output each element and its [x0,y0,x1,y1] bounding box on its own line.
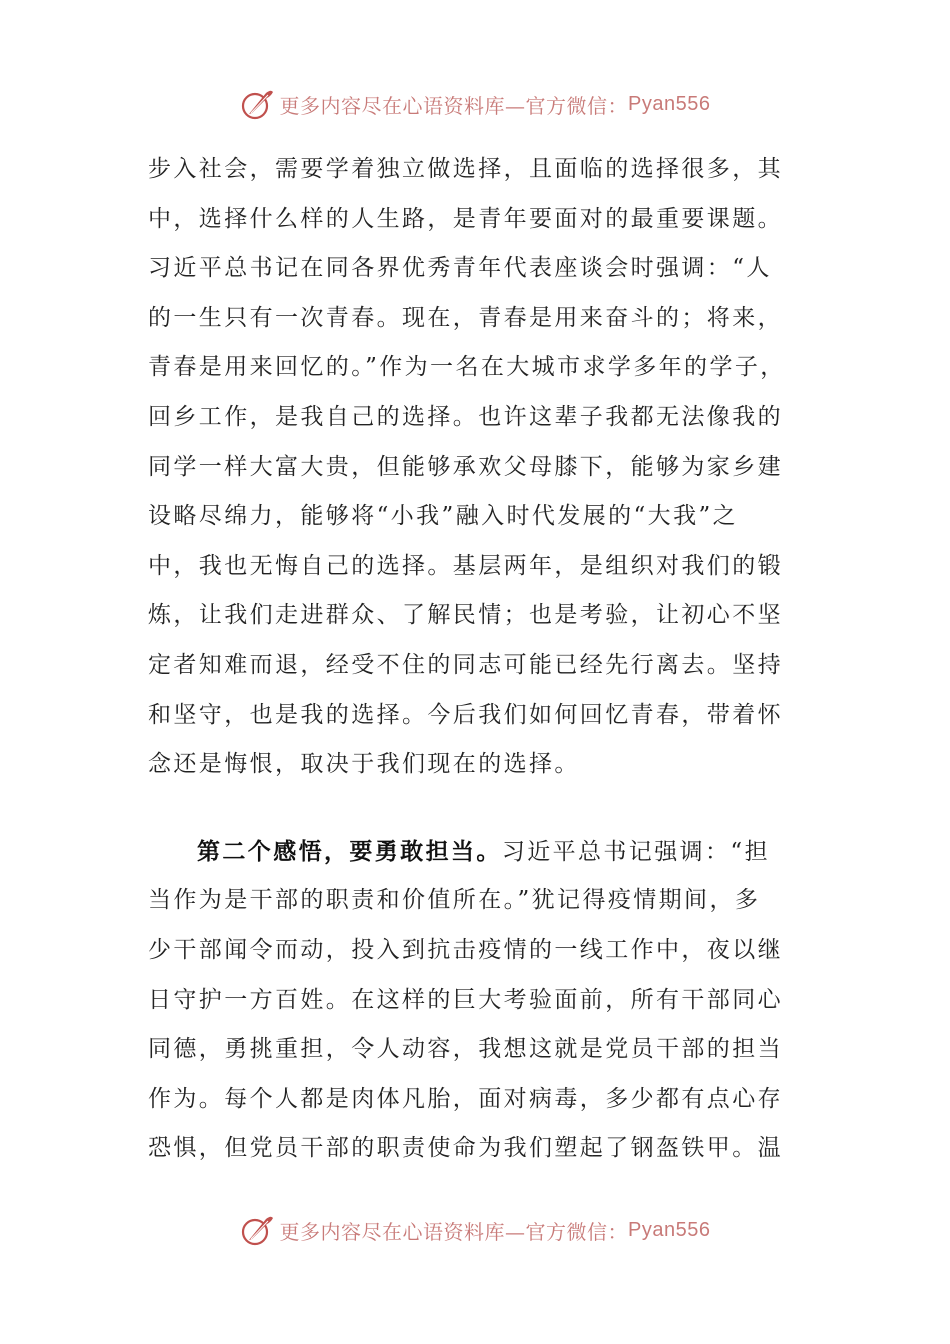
heading-line-rest: 习近平总书记强调：“担 [501,838,770,865]
banner-text: 更多内容尽在心语资料库—官方微信： [279,1219,629,1244]
text-line: 炼，让我们走进群众、了解民情；也是考验，让初心不坚 [148,602,783,629]
text-line: 恐惧，但党员干部的职责使命为我们塑起了钢盔铁甲。温 [148,1135,783,1162]
text-line: 少干部闻令而动，投入到抗击疫情的一线工作中，夜以继 [148,936,783,963]
text-line: 和坚守，也是我的选择。今后我们如何回忆青春，带着怀 [148,701,783,728]
text-line: 作为。每个人都是肉体凡胎，面对病毒，多少都有点心存 [148,1085,783,1112]
paragraph-gap [148,790,808,827]
footer-banner [0,1210,950,1250]
paragraph-heading: 第二个感悟，要勇敢担当。 [197,837,502,865]
paragraph-1 [148,145,808,790]
banner-wechat-id: Pyan556 [628,1218,711,1241]
text-line: 日守护一方百姓。在这样的巨大考验面前，所有干部同心 [148,986,783,1013]
text-line: 念还是悔恨，取决于我们现在的选择。 [148,751,580,778]
text-line: 中，选择什么样的人生路，是青年要面对的最重要课题。 [148,205,783,232]
quill-pen-circle-icon [240,1212,276,1248]
text-line: 青春是用来回忆的。”作为一名在大城市求学多年的学子， [148,354,786,381]
text-line: 同德，勇挑重担，令人动容，我想这就是党员干部的担当 [148,1036,783,1063]
quill-pen-circle-icon [240,86,276,122]
text-line: 同学一样大富大贵，但能够承欢父母膝下，能够为家乡建 [148,453,783,480]
text-line [148,827,808,877]
text-line: 步入社会，需要学着独立做选择，且面临的选择很多，其 [148,156,783,182]
text-line: 中，我也无悔自己的选择。基层两年，是组织对我们的锻 [148,552,783,579]
header-banner [0,84,950,124]
text-line: 设略尽绵力，能够将“小我”融入时代发展的“大我”之 [148,503,739,530]
text-line: 当作为是干部的职责和价值所在。”犹记得疫情期间，多 [148,887,761,914]
main-text [148,145,808,1174]
text-line: 回乡工作，是我自己的选择。也许这辈子我都无法像我的 [148,403,783,430]
text-line: 的一生只有一次青春。现在，青春是用来奋斗的；将来， [148,304,783,331]
paragraph-2 [148,827,808,1174]
banner-wechat-id: Pyan556 [628,92,711,115]
text-line: 定者知难而退，经受不住的同志可能已经先行离去。坚持 [148,651,783,678]
banner-text: 更多内容尽在心语资料库—官方微信： [279,93,629,118]
text-line: 习近平总书记在同各界优秀青年代表座谈会时强调：“人 [148,255,772,282]
